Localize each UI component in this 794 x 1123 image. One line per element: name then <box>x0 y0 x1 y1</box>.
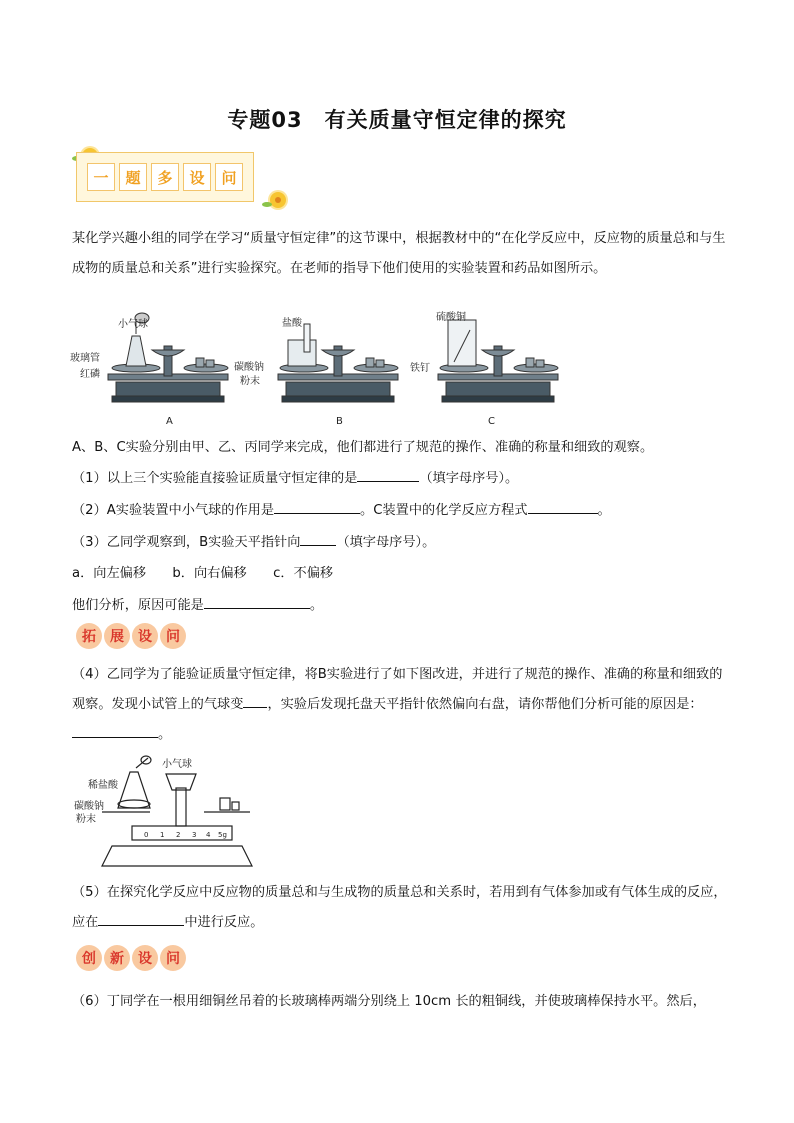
label-balloon-2: 小气球 <box>162 759 192 770</box>
caption-b: B <box>336 416 343 427</box>
analysis-text-b: 。 <box>309 598 324 613</box>
label-red-p: 红磷 <box>80 369 100 380</box>
scale-tick: 1 <box>160 831 165 839</box>
label-glass-tube: 玻璃管 <box>70 353 100 364</box>
page-title: 专题03 有关质量守恒定律的探究 <box>227 108 567 132</box>
scale-tick: 3 <box>192 831 197 839</box>
pill-char: 问 <box>160 945 186 971</box>
banner-char: 题 <box>119 163 147 191</box>
answer-blank[interactable] <box>98 913 184 926</box>
pill-char: 设 <box>132 623 158 649</box>
banner-char: 多 <box>151 163 179 191</box>
q2-text-a: （2）A实验装置中小气球的作用是 <box>72 503 275 518</box>
answer-blank[interactable] <box>274 501 360 514</box>
label-na2co3-2: 碳酸钠 <box>74 801 104 812</box>
analysis-text-a: 他们分析，原因可能是 <box>72 598 204 613</box>
q1-text-a: （1）以上三个实验能直接验证质量守恒定律的是 <box>72 471 358 486</box>
label-na2co3: 碳酸钠 <box>234 362 264 373</box>
innovation-banner <box>76 945 186 971</box>
caption-a: A <box>166 416 173 427</box>
pill-char: 创 <box>76 945 102 971</box>
answer-blank[interactable] <box>204 596 310 609</box>
question-6: （6）丁同学在一根用细铜丝吊着的长玻璃棒两端分别绕上 10cm 长的粗铜线，并使玻璃棒保持水平。然后， <box>72 994 706 1009</box>
label-iron-nail: 铁钉 <box>410 363 430 374</box>
scale-tick: 4 <box>206 831 211 839</box>
answer-blank[interactable] <box>243 695 267 708</box>
decor-flower-icon <box>270 192 286 208</box>
options-line: a．向左偏移 b．向右偏移 c．不偏移 <box>72 566 334 581</box>
q5-text-b: 中进行反应。 <box>184 915 264 930</box>
q2-text-c: 。 <box>597 503 611 518</box>
q5-text-a: （5）在探究化学反应中反应物的质量总和与生成物的质量总和关系时，若用到有气体参加或有气体生成的反应，应在 <box>72 885 727 930</box>
banner-char: 设 <box>183 163 211 191</box>
label-powder: 粉末 <box>240 376 260 387</box>
extension-banner <box>76 623 186 649</box>
scale-tick: 0 <box>144 831 149 839</box>
figure-balances-abc <box>68 306 568 430</box>
analysis-line <box>72 594 323 613</box>
balance-b <box>278 324 398 402</box>
banner-char: 问 <box>215 163 243 191</box>
label-dilute-hcl: 稀盐酸 <box>88 780 118 791</box>
balance-c <box>438 320 558 402</box>
pill-char: 拓 <box>76 623 102 649</box>
paragraph-abc: A、B、C实验分别由甲、乙、丙同学来完成，他们都进行了规范的操作、准确的称量和细致的观察。 <box>72 440 654 455</box>
q3-text-a: （3）乙同学观察到，B实验天平指针向 <box>72 535 301 550</box>
pill-char: 新 <box>104 945 130 971</box>
banner-char: 一 <box>87 163 115 191</box>
section-banner <box>76 152 254 202</box>
q2-text-b: 。C装置中的化学反应方程式 <box>360 503 528 518</box>
q4-text-b: ，实验后发现托盘天平指针依然偏向右盘，请你帮他们分析可能的原因是： <box>267 697 703 712</box>
label-powder-2: 粉末 <box>76 814 96 825</box>
caption-c: C <box>488 416 495 427</box>
answer-blank[interactable] <box>357 469 419 482</box>
question-1 <box>72 467 518 486</box>
scale-tick: 5g <box>218 831 227 839</box>
q1-text-b: （填字母序号）。 <box>419 471 519 486</box>
answer-blank[interactable] <box>300 533 336 546</box>
label-balloon: 小气球 <box>118 319 148 330</box>
label-cuso4: 硫酸铜 <box>436 312 466 323</box>
q4-text-c: 。 <box>158 727 172 742</box>
q3-text-b: （填字母序号）。 <box>336 535 436 550</box>
leaf-icon <box>262 202 272 207</box>
label-hcl: 盐酸 <box>282 318 302 329</box>
figure-improved-balance <box>72 754 262 870</box>
question-2 <box>72 499 611 518</box>
answer-blank[interactable] <box>72 725 158 738</box>
question-4 <box>72 660 732 750</box>
question-3 <box>72 531 435 550</box>
scale-tick: 2 <box>176 831 181 839</box>
answer-blank[interactable] <box>528 501 598 514</box>
pill-char: 设 <box>132 945 158 971</box>
pill-char: 问 <box>160 623 186 649</box>
question-5 <box>72 878 732 938</box>
q4-text-a: （4）乙同学为了能验证质量守恒定律，将B实验进行了如下图改进，并进行了规范的操作、准确的称量和细致的观察。发现小试管上的气球变 <box>72 667 723 712</box>
pill-char: 展 <box>104 623 130 649</box>
intro-paragraph: 某化学兴趣小组的同学在学习“质量守恒定律”的这节课中，根据教材中的“在化学反应中，反应物的质量总和与生成物的质量总和关系”进行实验探究。在老师的指导下他们使用的实验装置和药品如图所示。 <box>72 231 726 276</box>
